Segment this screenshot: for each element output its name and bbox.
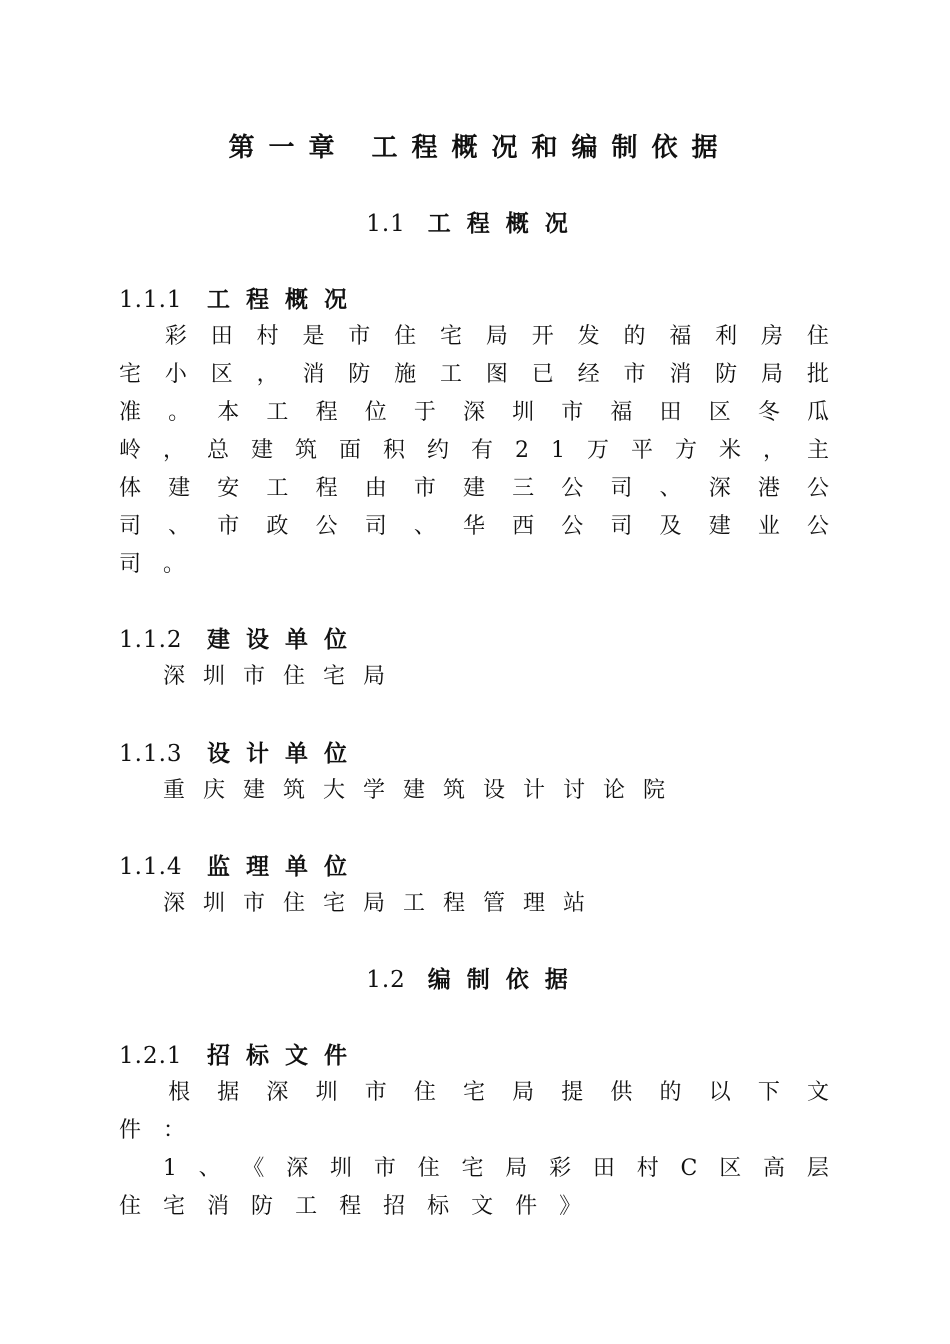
paragraph-line: 司 、 市 政 公 司 、 华 西 公 司 及 建 业 公 (119, 514, 829, 539)
paragraph-line: 住 宅 消 防 工 程 招 标 文 件 》 (119, 1194, 582, 1219)
subsection-heading-1-1-1 (119, 282, 363, 318)
paragraph-line: 司 。 (119, 552, 186, 577)
chapter-title: 第一章 工程概况和编制依据 (228, 133, 732, 163)
section-number: 1.2 (366, 967, 406, 993)
paragraph-line: 1 、 《 深 圳 市 住 宅 局 彩 田 村 C 区 高 层 (162, 1156, 829, 1181)
paragraph-line: 岭 ， 总 建 筑 面 积 约 有 2 1 万 平 方 米 ， 主 (119, 438, 829, 463)
paragraph-line: 宅 小 区 ， 消 防 施 工 图 已 经 市 消 防 局 批 (119, 362, 829, 387)
subsection-number: 1.1.3 (119, 741, 183, 767)
subsection-number: 1.1.1 (119, 287, 183, 313)
subsection-text: 设计单位 (207, 740, 363, 767)
section-title-1-1 (0, 206, 950, 242)
subsection-heading-1-2-1 (119, 1038, 363, 1074)
subsection-text: 工程概况 (207, 286, 363, 313)
section-text: 工程概况 (427, 210, 584, 237)
subsection-text: 招标文件 (207, 1042, 363, 1069)
subsection-heading-1-1-2 (119, 622, 363, 658)
subsection-heading-1-1-3 (119, 736, 363, 772)
paragraph-tender-documents (119, 1074, 829, 1226)
paragraph-project-overview (119, 318, 829, 584)
section-text: 编制依据 (427, 966, 584, 993)
paragraph-line: 体 建 安 工 程 由 市 建 三 公 司 、 深 港 公 (119, 476, 829, 501)
design-unit-text: 重庆建筑大学建筑设计讨论院 (163, 778, 684, 803)
subsection-text: 监理单位 (207, 853, 363, 880)
subsection-number: 1.2.1 (119, 1043, 183, 1069)
paragraph-line: 件 ： (119, 1118, 186, 1143)
paragraph-line: 彩 田 村 是 市 住 宅 局 开 发 的 福 利 房 住 (164, 324, 829, 349)
subsection-number: 1.1.2 (119, 627, 183, 653)
supervision-unit-text: 深圳市住宅局工程管理站 (163, 891, 604, 916)
section-number: 1.1 (366, 211, 406, 237)
owner-unit-text: 深圳市住宅局 (163, 664, 404, 689)
subsection-heading-1-1-4 (119, 849, 363, 885)
paragraph-line: 根 据 深 圳 市 住 宅 局 提 供 的 以 下 文 (168, 1080, 829, 1105)
subsection-number: 1.1.4 (119, 854, 183, 880)
paragraph-line: 准 。 本 工 程 位 于 深 圳 市 福 田 区 冬 瓜 (119, 400, 829, 425)
subsection-text: 建设单位 (207, 626, 363, 653)
section-title-1-2 (0, 962, 950, 998)
